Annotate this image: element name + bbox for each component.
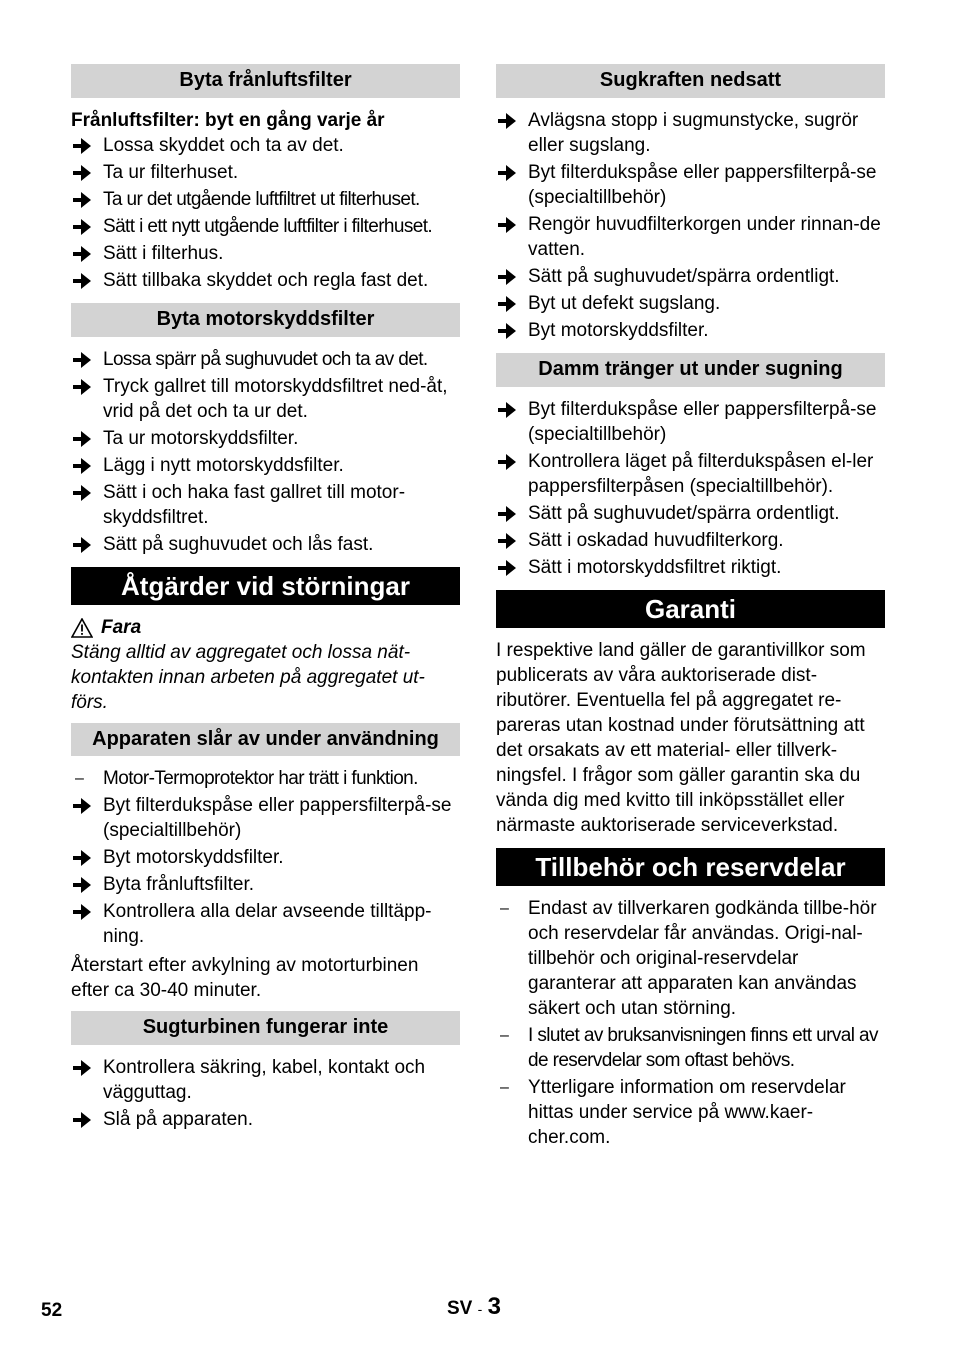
list-item: Byt filterdukspåse eller pappersfilterpå-se (specialtillbehör) (496, 160, 885, 210)
list-item: Byt ut defekt sugslang. (496, 291, 885, 316)
arrow-icon (73, 214, 95, 235)
sugturbin-steps (71, 1055, 460, 1132)
list-item: Lossa skyddet och ta av det. (71, 133, 460, 158)
arrow-icon (498, 108, 520, 129)
list-item: Byt filterdukspåse eller pappersfilterpå-se (specialtillbehör) (496, 397, 885, 447)
arrow-icon (498, 528, 520, 549)
list-item: Kontrollera säkring, kabel, kontakt och vägguttag. (71, 1055, 460, 1105)
list-item: – Endast av tillverkaren godkända tillbe-hör och reservdelar får användas. Origi-nal-tillbehör och original-reservdelar garanterar att apparaten kan användas säkert och utan störning. (500, 898, 877, 1019)
arrow-icon (73, 241, 95, 262)
list-item: Avlägsna stopp i sugmunstycke, sugrör eller sugslang. (496, 108, 885, 158)
heading-sugturbinen-fungerar-inte: Sugturbinen fungerar inte (71, 1011, 460, 1045)
arrow-icon (73, 160, 95, 181)
list-item: Rengör huvudfilterkorgen under rinnan-de vatten. (496, 212, 885, 262)
motor-steps (71, 347, 460, 557)
heading-byta-franluftsfilter: Byta frånluftsfilter (71, 64, 460, 98)
arrow-icon (498, 212, 520, 233)
heading-atgarder-vid-storningar: Åtgärder vid störningar (71, 567, 460, 605)
heading-apparaten-slar-av: Apparaten slår av under användning (71, 723, 460, 756)
arrow-icon (498, 449, 520, 470)
arrow-icon (73, 793, 95, 814)
franluft-interval-note: Frånluftsfilter: byt en gång varje år (71, 110, 385, 131)
list-item: Byt filterdukspåse eller pappersfilterpå-se (specialtillbehör) (71, 793, 460, 843)
list-item: Sätt i och haka fast gallret till motor-skyddsfiltret. (71, 480, 460, 530)
arrow-icon (73, 532, 95, 553)
section-number: 3 (487, 1293, 501, 1320)
sugkraft-steps (496, 108, 885, 343)
list-item: Ta ur motorskyddsfilter. (71, 426, 460, 451)
heading-damm-tranger-ut: Damm tränger ut under sugning (496, 353, 885, 387)
arrow-icon (73, 899, 95, 920)
arrow-icon (73, 426, 95, 447)
arrow-icon (498, 555, 520, 576)
dash-bullet: – (500, 1079, 509, 1096)
heading-tillbehor-och-reservdelar: Tillbehör och reservdelar (496, 848, 885, 886)
list-item: Sätt i motorskyddsfiltret riktigt. (496, 555, 885, 580)
arrow-icon (73, 268, 95, 289)
apparaten-steps (71, 766, 460, 949)
list-item: Ta ur filterhuset. (71, 160, 460, 185)
list-item: Sätt på sughuvudet/spärra ordentligt. (496, 501, 885, 526)
list-item: Sätt tillbaka skyddet och regla fast det. (71, 268, 460, 293)
arrow-icon (498, 501, 520, 522)
warning-triangle-icon (71, 618, 93, 638)
arrow-icon (73, 187, 95, 208)
arrow-icon (73, 133, 95, 154)
arrow-icon (498, 160, 520, 181)
arrow-icon (73, 453, 95, 474)
heading-garanti: Garanti (496, 590, 885, 628)
language-code: SV (447, 1298, 473, 1319)
arrow-icon (73, 1107, 95, 1128)
list-item: Tryck gallret till motorskyddsfiltret ned-åt, vrid på det och ta ur det. (71, 374, 460, 424)
list-item: Lägg i nytt motorskyddsfilter. (71, 453, 460, 478)
arrow-icon (73, 872, 95, 893)
list-item: – Motor-Termoprotektor har trätt i funktion. (75, 768, 418, 789)
list-item: Byt motorskyddsfilter. (496, 318, 885, 343)
page-number: 52 (41, 1300, 63, 1321)
arrow-icon (73, 374, 95, 395)
dash-bullet: – (500, 900, 509, 917)
dash-bullet: – (500, 1027, 509, 1044)
list-item: – Ytterligare information om reservdelar hittas under service på www.kaer-cher.com. (500, 1077, 846, 1148)
list-item: Sätt i filterhus. (71, 241, 460, 266)
list-item: Slå på apparaten. (71, 1107, 460, 1132)
arrow-icon (498, 264, 520, 285)
restart-note: Återstart efter avkylning av motorturbinen efter ca 30-40 minuter. (71, 955, 419, 1001)
list-item: Kontrollera alla delar avseende tilltäpp-ning. (71, 899, 460, 949)
list-item: Ta ur det utgående luftfiltret ut filterhuset. (71, 187, 460, 212)
list-item: Byt motorskyddsfilter. (71, 845, 460, 870)
heading-sugkraften-nedsatt: Sugkraften nedsatt (496, 64, 885, 98)
arrow-icon (73, 347, 95, 368)
heading-byta-motorskyddsfilter: Byta motorskyddsfilter (71, 303, 460, 337)
dash-bullet: – (75, 770, 84, 787)
arrow-icon (73, 480, 95, 501)
arrow-icon (498, 318, 520, 339)
damm-steps (496, 397, 885, 580)
list-item: Sätt på sughuvudet och lås fast. (71, 532, 460, 557)
list-item: Lossa spärr på sughuvudet och ta av det. (71, 347, 460, 372)
warning-title: Fara (101, 617, 142, 638)
tillbehor-items (496, 896, 885, 1150)
arrow-icon (73, 845, 95, 866)
garanti-text: I respektive land gäller de garantivillkor som publicerats av våra auktoriserade dist-ributörer. Eventuella fel på aggregatet re-pareras utan kostnad under förutsättning att det orsakats av ett material- eller tillverk-ningsfel. I frågor som gäller garantin ska du vända dig med kvitto till inköpsstället eller närmaste auktoriserade serviceverkstad. (496, 640, 866, 836)
list-item: Kontrollera läget på filterdukspåsen el-ler pappersfilterpåsen (specialtillbehör). (496, 449, 885, 499)
arrow-icon (498, 291, 520, 312)
warning-text: Stäng alltid av aggregatet och lossa nät-kontakten innan arbeten på aggregatet ut-förs. (71, 642, 425, 713)
section-page-label (447, 1294, 501, 1322)
left-column (71, 64, 460, 1142)
arrow-icon (498, 397, 520, 418)
list-item: Byta frånluftsfilter. (71, 872, 460, 897)
right-column (496, 64, 885, 1160)
separator: - (477, 1301, 483, 1317)
list-item: Sätt i ett nytt utgående luftfilter i filterhuset. (71, 214, 460, 239)
list-item: Sätt på sughuvudet/spärra ordentligt. (496, 264, 885, 289)
danger-warning (71, 615, 460, 715)
arrow-icon (73, 1055, 95, 1076)
franluft-steps (71, 133, 460, 293)
list-item: – I slutet av bruksanvisningen finns ett urval av de reservdelar som oftast behövs. (500, 1025, 878, 1071)
list-item: Sätt i oskadad huvudfilterkorg. (496, 528, 885, 553)
